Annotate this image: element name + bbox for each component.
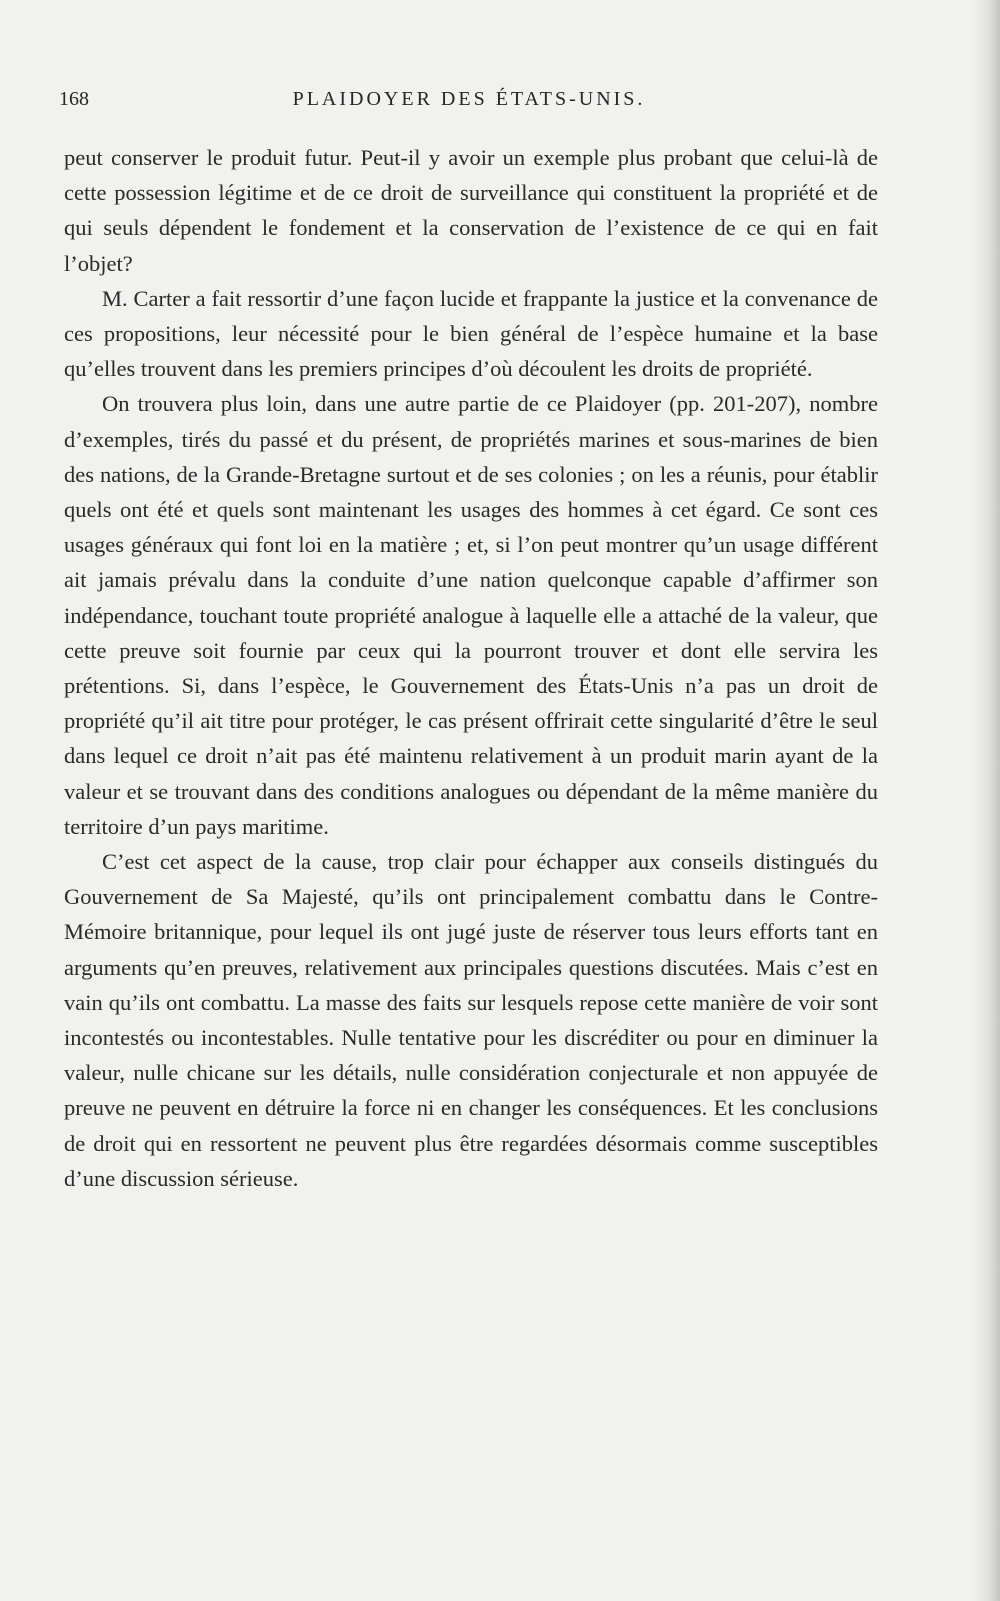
paragraph-examples: On trouvera plus loin, dans une autre partie de ce Plaidoyer (pp. 201-207), nombre d’exemples, tirés du passé et du présent, de propriétés marines et sous-marines de bien des nations, de la Grande-Bretagne surtout et de ses colonies ; on les a réunis, pour établir quels ont été et quels sont maintenant les usages des hommes à cet égard. Ce sont ces usages généraux qui font loi en la matière ; et, si l’on peut montrer qu’un usage différent ait jamais prévalu dans la conduite d’une nation quelconque capable d’affirmer son indépendance, touchant toute propriété analogue à laquelle elle a attaché de la valeur, que cette preuve soit fournie par ceux qui la pourront trouver et dont elle servira les prétentions. Si, dans l’espèce, le Gouvernement des États-Unis n’a pas un droit de propriété qu’il ait titre pour protéger, le cas présent offrirait cette singularité d’être le seul dans lequel ce droit n’ait pas été maintenu relativement à un produit marin ayant de la valeur et se trouvant dans des conditions analogues ou dépendant de la même manière du territoire d’un pays maritime. xyxy=(64,391,878,839)
paragraph-carter: M. Carter a fait ressortir d’une façon lucide et frappante la justice et la convenance de ces propositions, leur nécessité pour le bien général de l’espèce humaine et la base qu’elles trouvent dans les premiers principes d’où découlent les droits de propriété. xyxy=(64,285,878,382)
running-title: PLAIDOYER DES ÉTATS-UNIS. xyxy=(292,88,646,110)
page-number: 168 xyxy=(59,88,89,110)
paragraph-continuation: peut conserver le produit futur. Peut-il y avoir un exemple plus probant que celui-là de cette possession légitime et de ce droit de surveillance qui constituent la propriété et de qui seuls dépendent le fondement et la conservation de l’existence de ce qui en fait l’objet? xyxy=(64,145,878,276)
paragraph-counter-memoire: C’est cet aspect de la cause, trop clair pour échapper aux conseils distingués du Gouvernement de Sa Majesté, qu’ils ont principalement combattu dans le Contre-Mémoire britannique, pour lequel ils ont jugé juste de réserver tous leurs efforts tant en arguments qu’en preuves, relativement aux principales questions discutées. Mais c’est en vain qu’ils ont combattu. La masse des faits sur lesquels repose cette manière de voir sont incontestés ou incontestables. Nulle tentative pour les discréditer ou pour en diminuer la valeur, nulle chicane sur les détails, nulle considération conjecturale et non appuyée de preuve ne peuvent en détruire la force ni en changer les conséquences. Et les conclusions de droit qui en ressortent ne peuvent plus être regardées désormais comme susceptibles d’une discussion sérieuse. xyxy=(64,849,878,1191)
body-text xyxy=(64,140,878,1196)
page-header xyxy=(59,88,879,118)
